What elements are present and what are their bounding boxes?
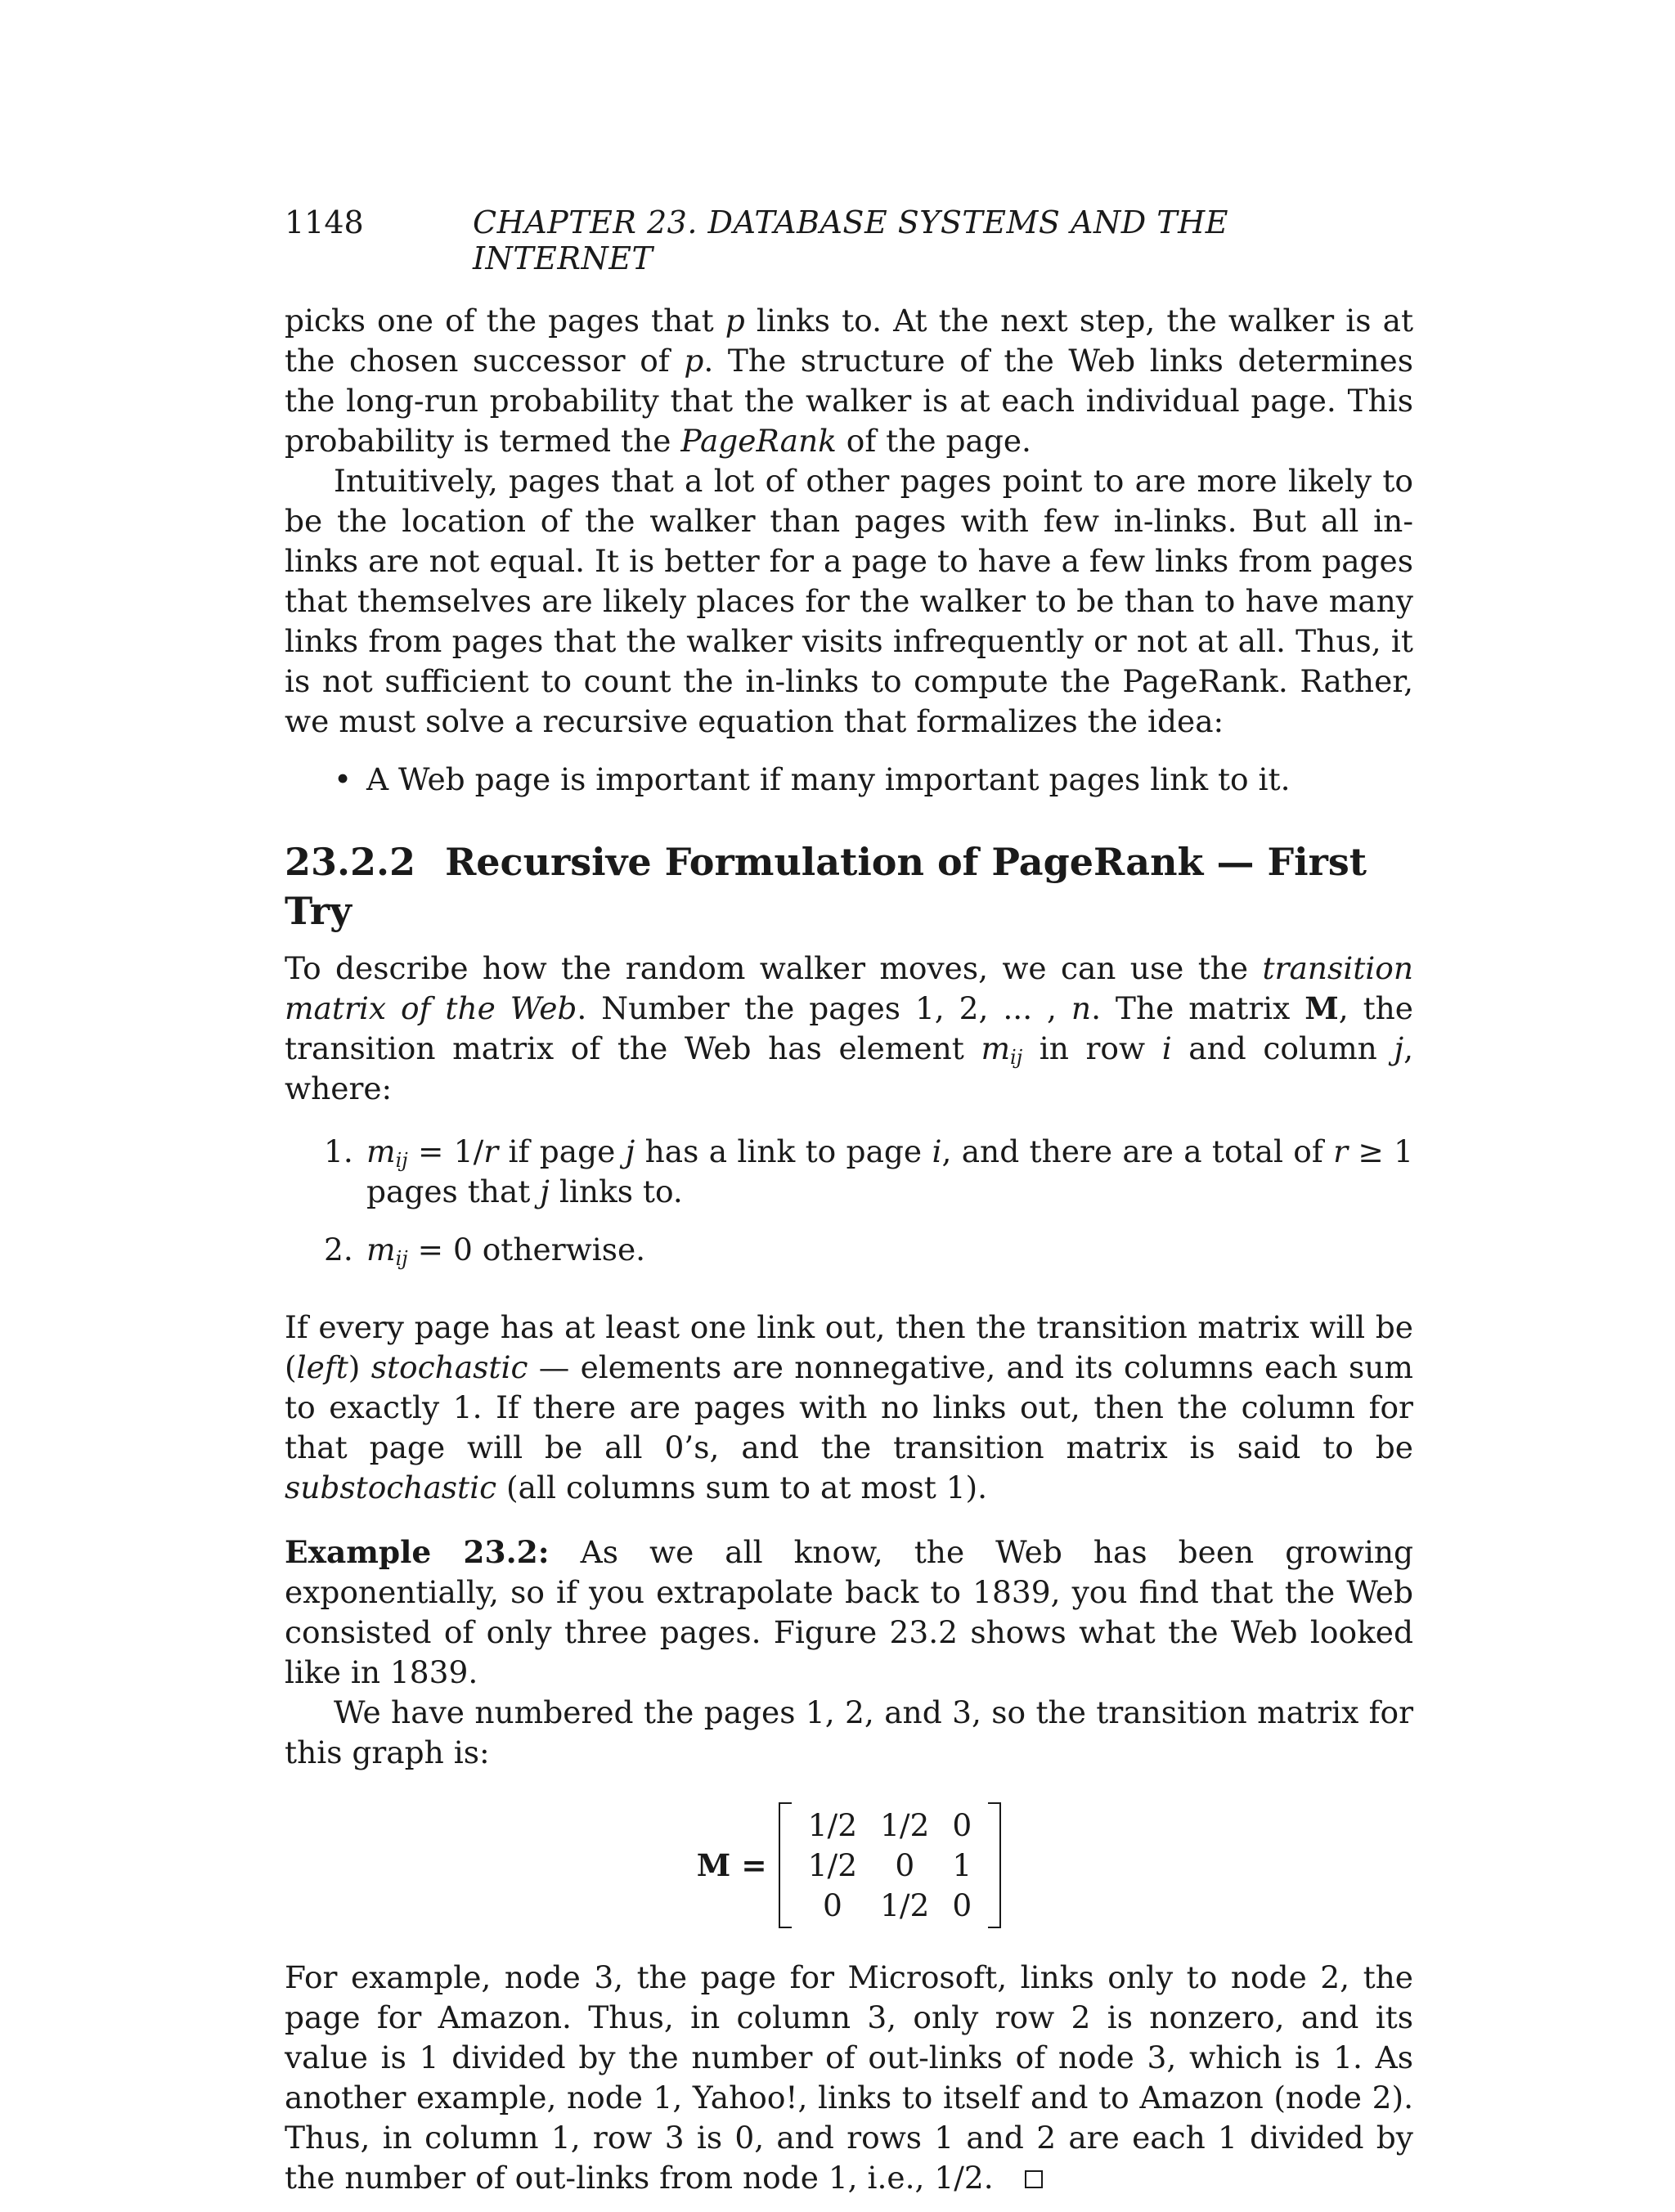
example-paragraph: Example 23.2: As we all know, the Web has been growing exponentially, so if you extrapolate back to 1839, you find that the Web consisted of only three pages. Figure 23.2 shows what the Web looked like in 1839. [285, 1534, 1413, 1690]
term-transition-matrix: transition matrix of the Web [285, 950, 1413, 1026]
end-of-example-icon [1025, 2170, 1043, 2188]
term-stochastic: stochastic [370, 1349, 528, 1385]
matrix-label: M = [696, 1846, 767, 1883]
example-label: Example 23.2: [285, 1534, 550, 1570]
matrix-cell: 0 [895, 1846, 915, 1883]
definition-list [285, 1132, 1413, 1270]
paragraph-matrix-intro: We have numbered the pages 1, 2, and 3, so the transition matrix for this graph is: [285, 1694, 1413, 1770]
matrix-cell: 1/2 [880, 1806, 930, 1843]
matrix-cell: 0 [952, 1887, 972, 1923]
transition-matrix-equation [285, 1802, 1413, 1928]
bullet-item: • A Web page is important if many important pages link to it. [285, 760, 1413, 800]
term-pagerank: PageRank [680, 423, 837, 459]
matrix-row [797, 1806, 984, 1846]
matrix-cell: 1/2 [880, 1887, 930, 1923]
paragraph-stochastic: If every page has at least one link out, then the transition matrix will be (left) stochastic — elements are nonnegative, and its columns each sum to exactly 1. If there are pages with no links out, then the column for that page will be all 0’s, and the transition matrix is said to be substochastic (all columns sum to at most 1). [285, 1309, 1413, 1505]
matrix-cell: 0 [952, 1806, 972, 1843]
matrix-cell: 1/2 [807, 1846, 858, 1883]
paragraph-intuition: Intuitively, pages that a lot of other pages point to are more likely to be the location of the walker than pages with few in-links. But all in-links are not equal. It is better for a page to have a few links from pages that themselves are likely places for the walker to be than to have many links from pages that the walker visits infrequently or not at all. Thus, it is not sufficient to count the in-links to compute the PageRank. Rather, we must solve a recursive equation that formalizes the idea: [285, 463, 1413, 739]
paragraph-random-walker: picks one of the pages that p links to. At the next step, the walker is at the chosen successor of p. The structure of the Web links determines the long-run probability that the walker is at each individual page. This probability is termed the PageRank of the page. [285, 303, 1414, 459]
matrix-table [797, 1806, 984, 1926]
matrix-row [797, 1846, 984, 1886]
page-body [285, 301, 1413, 2198]
bullet-list [285, 760, 1413, 800]
chapter-title: CHAPTER 23. DATABASE SYSTEMS AND THE INTERNET [473, 204, 1228, 276]
section-heading [285, 837, 1413, 936]
term-substochastic: substochastic [285, 1469, 497, 1505]
paragraph-transition-matrix: To describe how the random walker moves, we can use the transition matrix of the Web. Number the pages 1, 2, ... , n. The matrix M, the transition matrix of the Web has element $m_{ij}$ in row i and column j, where: [285, 950, 1414, 1106]
matrix-row [797, 1886, 984, 1926]
running-header [285, 204, 1413, 276]
left-bracket [779, 1802, 792, 1928]
section-title: Recursive Formulation of PageRank — First Try [285, 840, 1367, 933]
definition-item-2: 2. $m_{ij} = 0$ otherwise. [324, 1232, 646, 1270]
right-bracket [988, 1802, 1001, 1928]
matrix-cell: 1 [952, 1846, 972, 1883]
matrix-cell: 0 [822, 1887, 842, 1923]
page-number: 1148 [285, 204, 364, 240]
definition-item-1: 1. $m_{ij} = 1/r$ if page j has a link to page i, and there are a total of r ≥ 1 pages that j links to. [324, 1133, 1413, 1209]
paragraph-matrix-explanation: For example, node 3, the page for Microsoft, links only to node 2, the page for Amazon. Thus, in column 3, only row 2 is nonzero, and its value is 1 divided by the number of out-links of node 3, which is 1. As another example, node 1, Yahoo!, links to itself and to Amazon (node 2). Thus, in column 1, row 3 is 0, and rows 1 and 2 are each 1 divided by the number of out-links from node 1, i.e., 1/2. [285, 1959, 1413, 2196]
section-number: 23.2.2 [285, 840, 416, 884]
matrix-cell: 1/2 [807, 1806, 858, 1843]
